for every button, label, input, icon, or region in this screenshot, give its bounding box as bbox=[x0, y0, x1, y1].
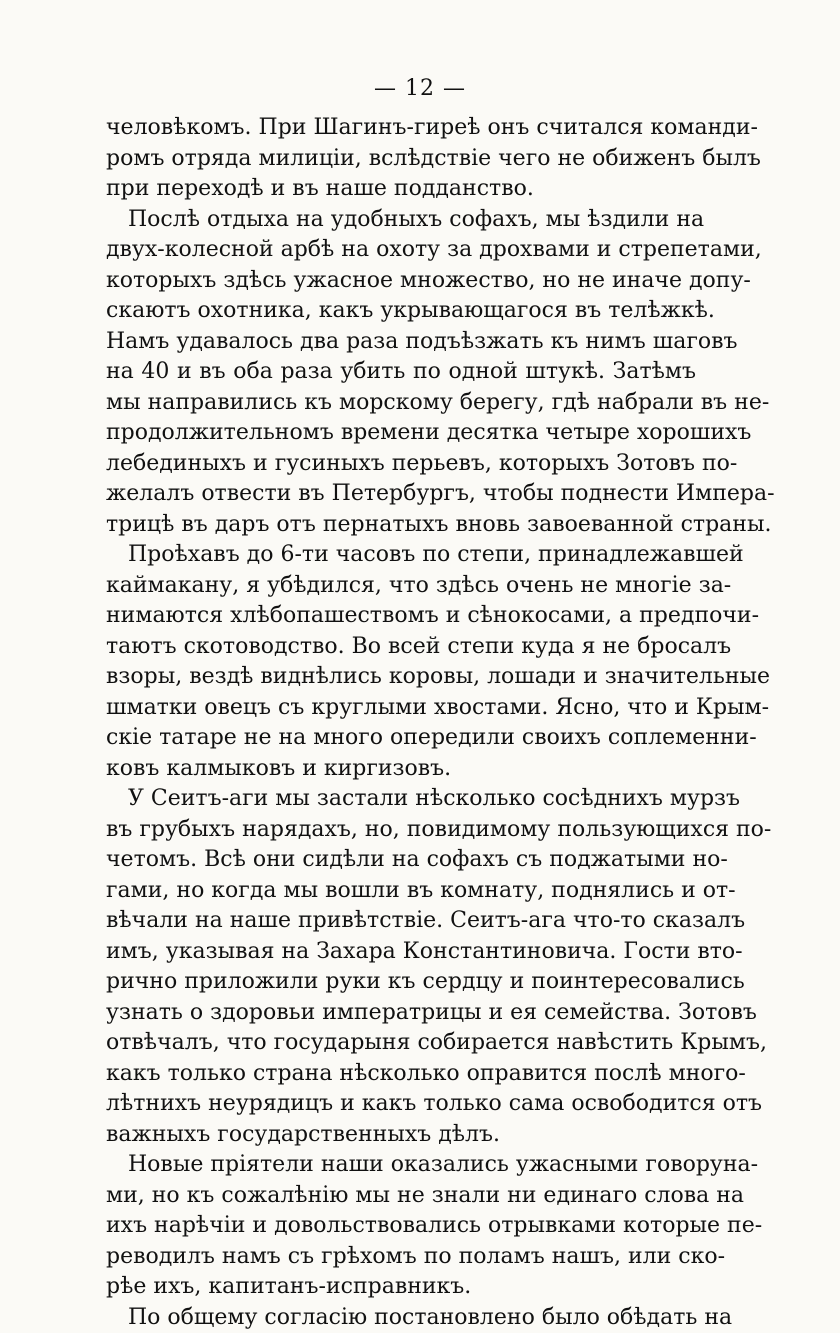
text-line: таютъ скотоводство. Во всей степи куда я не бросалъ bbox=[106, 632, 696, 663]
text-line: рѣе ихъ, капитанъ-исправникъ. bbox=[106, 1272, 696, 1303]
paragraph-start-line: По общему согласію постановлено было обѣдать на bbox=[106, 1303, 696, 1333]
text-line: скіе татаре не на много опередили своихъ соплеменни- bbox=[106, 723, 696, 754]
page-number: — 12 — bbox=[0, 76, 840, 101]
text-line: вѣчали на наше привѣтствіе. Сеитъ-ага что-то сказалъ bbox=[106, 906, 696, 937]
text-line: скаютъ охотника, какъ укрывающагося въ телѣжкѣ. bbox=[106, 296, 696, 327]
text-line: отвѣчалъ, что государыня собирается навѣстить Крымъ, bbox=[106, 1028, 696, 1059]
text-line: реводилъ намъ съ грѣхомъ по поламъ нашъ, или ско- bbox=[106, 1242, 696, 1273]
text-line: лѣтнихъ неурядицъ и какъ только сама освободится отъ bbox=[106, 1089, 696, 1120]
body-text bbox=[106, 113, 696, 1333]
text-line: узнать о здоровьи императрицы и ея семейства. Зотовъ bbox=[106, 998, 696, 1029]
text-line: ми, но къ сожалѣнію мы не знали ни единаго слова на bbox=[106, 1181, 696, 1212]
text-line: при переходѣ и въ наше подданство. bbox=[106, 174, 696, 205]
text-line: Намъ удавалось два раза подъѣзжать къ нимъ шаговъ bbox=[106, 327, 696, 358]
text-line: нимаются хлѣбопашествомъ и сѣнокосами, а предпочи- bbox=[106, 601, 696, 632]
paragraph-start-line: Проѣхавъ до 6-ти часовъ по степи, принадлежавшей bbox=[106, 540, 696, 571]
text-line: трицѣ въ даръ отъ пернатыхъ вновь завоеванной страны. bbox=[106, 510, 696, 541]
text-line: четомъ. Всѣ они сидѣли на софахъ съ поджатыми но- bbox=[106, 845, 696, 876]
text-line: взоры, вездѣ виднѣлись коровы, лошади и значительные bbox=[106, 662, 696, 693]
text-line: мы направились къ морскому берегу, гдѣ набрали въ не- bbox=[106, 388, 696, 419]
text-line: въ грубыхъ нарядахъ, но, повидимому пользующихся по- bbox=[106, 815, 696, 846]
text-line: желалъ отвести въ Петербургъ, чтобы поднести Импера- bbox=[106, 479, 696, 510]
text-line: имъ, указывая на Захара Константиновича. Гости вто- bbox=[106, 937, 696, 968]
text-line: какъ только страна нѣсколько оправится послѣ много- bbox=[106, 1059, 696, 1090]
paragraph-start-line: Послѣ отдыха на удобныхъ софахъ, мы ѣздили на bbox=[106, 205, 696, 236]
text-line: важныхъ государственныхъ дѣлъ. bbox=[106, 1120, 696, 1151]
text-line: ромъ отряда милиціи, вслѣдствіе чего не обиженъ былъ bbox=[106, 144, 696, 175]
paragraph-start-line: У Сеитъ-аги мы застали нѣсколько сосѣднихъ мурзъ bbox=[106, 784, 696, 815]
text-line: на 40 и въ оба раза убить по одной штукѣ. Затѣмъ bbox=[106, 357, 696, 388]
text-line: двух-колесной арбѣ на охоту за дрохвами и стрепетами, bbox=[106, 235, 696, 266]
text-line: человѣкомъ. При Шагинъ-гиреѣ онъ считался команди- bbox=[106, 113, 696, 144]
text-line: каймакану, я убѣдился, что здѣсь очень не многіе за- bbox=[106, 571, 696, 602]
text-line: ковъ калмыковъ и киргизовъ. bbox=[106, 754, 696, 785]
text-line: лебединыхъ и гусиныхъ перьевъ, которыхъ Зотовъ по- bbox=[106, 449, 696, 480]
text-line: гами, но когда мы вошли въ комнату, поднялись и от- bbox=[106, 876, 696, 907]
text-line: продолжительномъ времени десятка четыре хорошихъ bbox=[106, 418, 696, 449]
text-line: шматки овецъ съ круглыми хвостами. Ясно, что и Крым- bbox=[106, 693, 696, 724]
text-line: рично приложили руки къ сердцу и поинтересовались bbox=[106, 967, 696, 998]
text-line: ихъ нарѣчіи и довольствовались отрывками которые пе- bbox=[106, 1211, 696, 1242]
text-line: которыхъ здѣсь ужасное множество, но не иначе допу- bbox=[106, 266, 696, 297]
paragraph-start-line: Новые пріятели наши оказались ужасными говоруна- bbox=[106, 1150, 696, 1181]
